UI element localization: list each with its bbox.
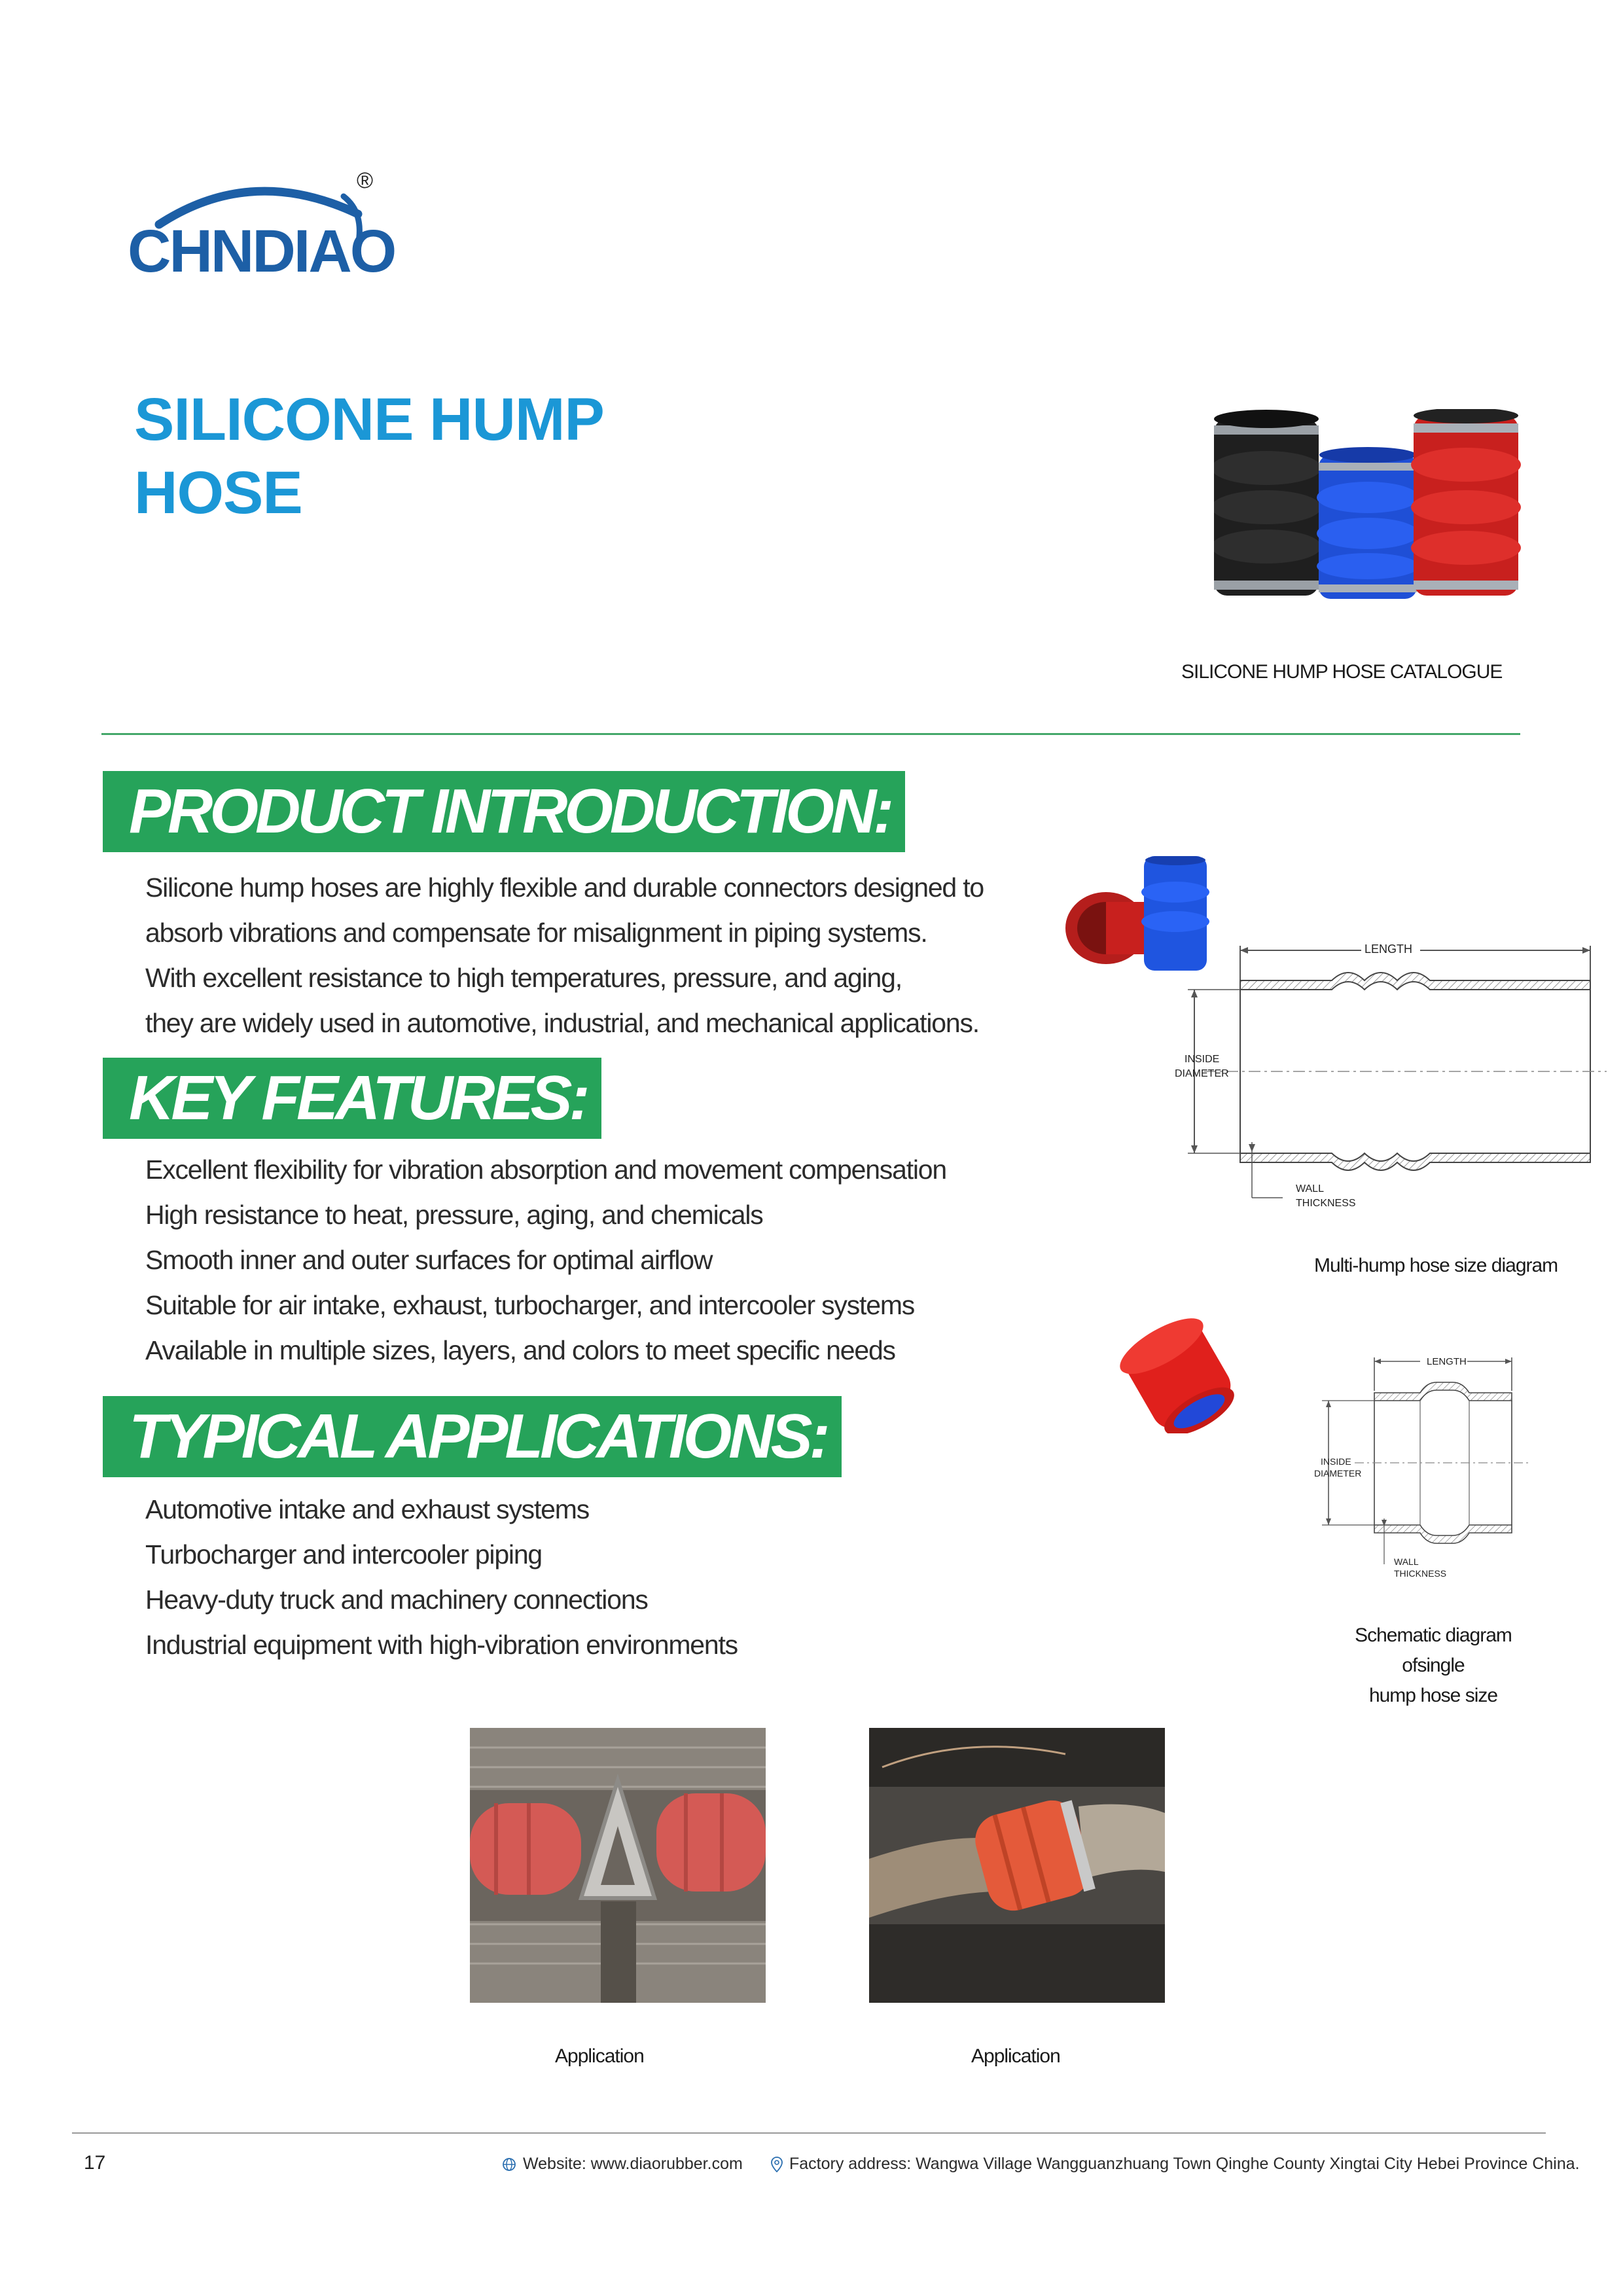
registered-mark: ® [357,168,374,193]
globe-icon [502,2157,516,2172]
multi-inside-label-2: DIAMETER [1175,1068,1229,1079]
application-caption-right: Application [971,2045,1060,2067]
logo-graphic [128,167,402,285]
application-item: Automotive intake and exhaust systems [145,1494,590,1524]
page-title [134,383,604,529]
multi-wall-label-1: WALL [1296,1183,1324,1194]
intro-line: absorb vibrations and compensate for misalignment in piping systems. [145,918,927,948]
multi-hump-caption: Multi-hump hose size diagram [1314,1255,1558,1276]
application-photo-left [470,1728,766,2003]
footer-divider [72,2132,1546,2134]
hero-product-image [1214,409,1535,605]
multi-wall-label-2: THICKNESS [1296,1198,1356,1209]
multi-inside-label-1: INSIDE [1185,1054,1220,1065]
application-item: Turbocharger and intercooler piping [145,1539,543,1570]
features-list [145,1147,946,1373]
intro-line: Silicone hump hoses are highly flexible and durable connectors designed to [145,872,984,903]
application-caption-left: Application [555,2045,644,2067]
single-hump-caption [1322,1621,1544,1711]
application-item: Industrial equipment with high-vibration environments [145,1630,738,1660]
stacked-hoses-illustration [1214,409,1535,605]
section-divider [101,733,1520,735]
feature-item: Excellent flexibility for vibration absorption and movement compensation [145,1155,946,1185]
feature-item: High resistance to heat, pressure, aging, and chemicals [145,1200,763,1230]
page-number: 17 [84,2152,106,2174]
address-text: Factory address: Wangwa Village Wangguanzhuang Town Qinghe County Xingtai City Hebei Province China. [789,2155,1580,2173]
applications-heading: TYPICAL APPLICATIONS: [103,1396,842,1477]
intro-line: they are widely used in automotive, industrial, and mechanical applications. [145,1008,979,1038]
features-heading: KEY FEATURES: [103,1058,601,1139]
single-inside-label-2: DIAMETER [1314,1468,1362,1479]
application-item: Heavy-duty truck and machinery connections [145,1585,648,1615]
feature-item: Available in multiple sizes, layers, and colors to meet specific needs [145,1335,895,1365]
feature-item: Suitable for air intake, exhaust, turbocharger, and intercooler systems [145,1290,915,1320]
website-text: Website: www.diaorubber.com [523,2155,743,2173]
multi-length-label: LENGTH [1364,942,1413,956]
intro-text [145,865,984,1046]
location-pin-icon [771,2157,783,2172]
single-wall-label-2: THICKNESS [1394,1568,1447,1579]
footer-website[interactable] [502,2155,743,2174]
title-line-1: SILICONE HUMP [134,386,604,453]
product-photo-single-hump [1113,1316,1243,1433]
single-wall-label-1: WALL [1394,1556,1419,1567]
single-hump-caption-line-2: hump hose size [1368,1685,1498,1706]
single-length-label: LENGTH [1427,1356,1467,1367]
logo-wordmark: CHNDIAO [128,218,395,285]
hero-caption: SILICONE HUMP HOSE CATALOGUE [1181,661,1503,683]
application-photo-right [869,1728,1165,2003]
single-hump-diagram [1302,1348,1564,1590]
applications-list [145,1487,738,1668]
title-line-2: HOSE [134,459,302,526]
multi-hump-diagram [1175,929,1607,1224]
single-hump-caption-line-1: Schematic diagram ofsingle [1355,1624,1512,1676]
footer-address [771,2155,1580,2174]
feature-item: Smooth inner and outer surfaces for optimal airflow [145,1245,713,1275]
intro-line: With excellent resistance to high temperatures, pressure, and aging, [145,963,902,993]
brand-logo [128,167,402,285]
intro-heading: PRODUCT INTRODUCTION: [103,771,905,852]
single-inside-label-1: INSIDE [1321,1456,1351,1467]
